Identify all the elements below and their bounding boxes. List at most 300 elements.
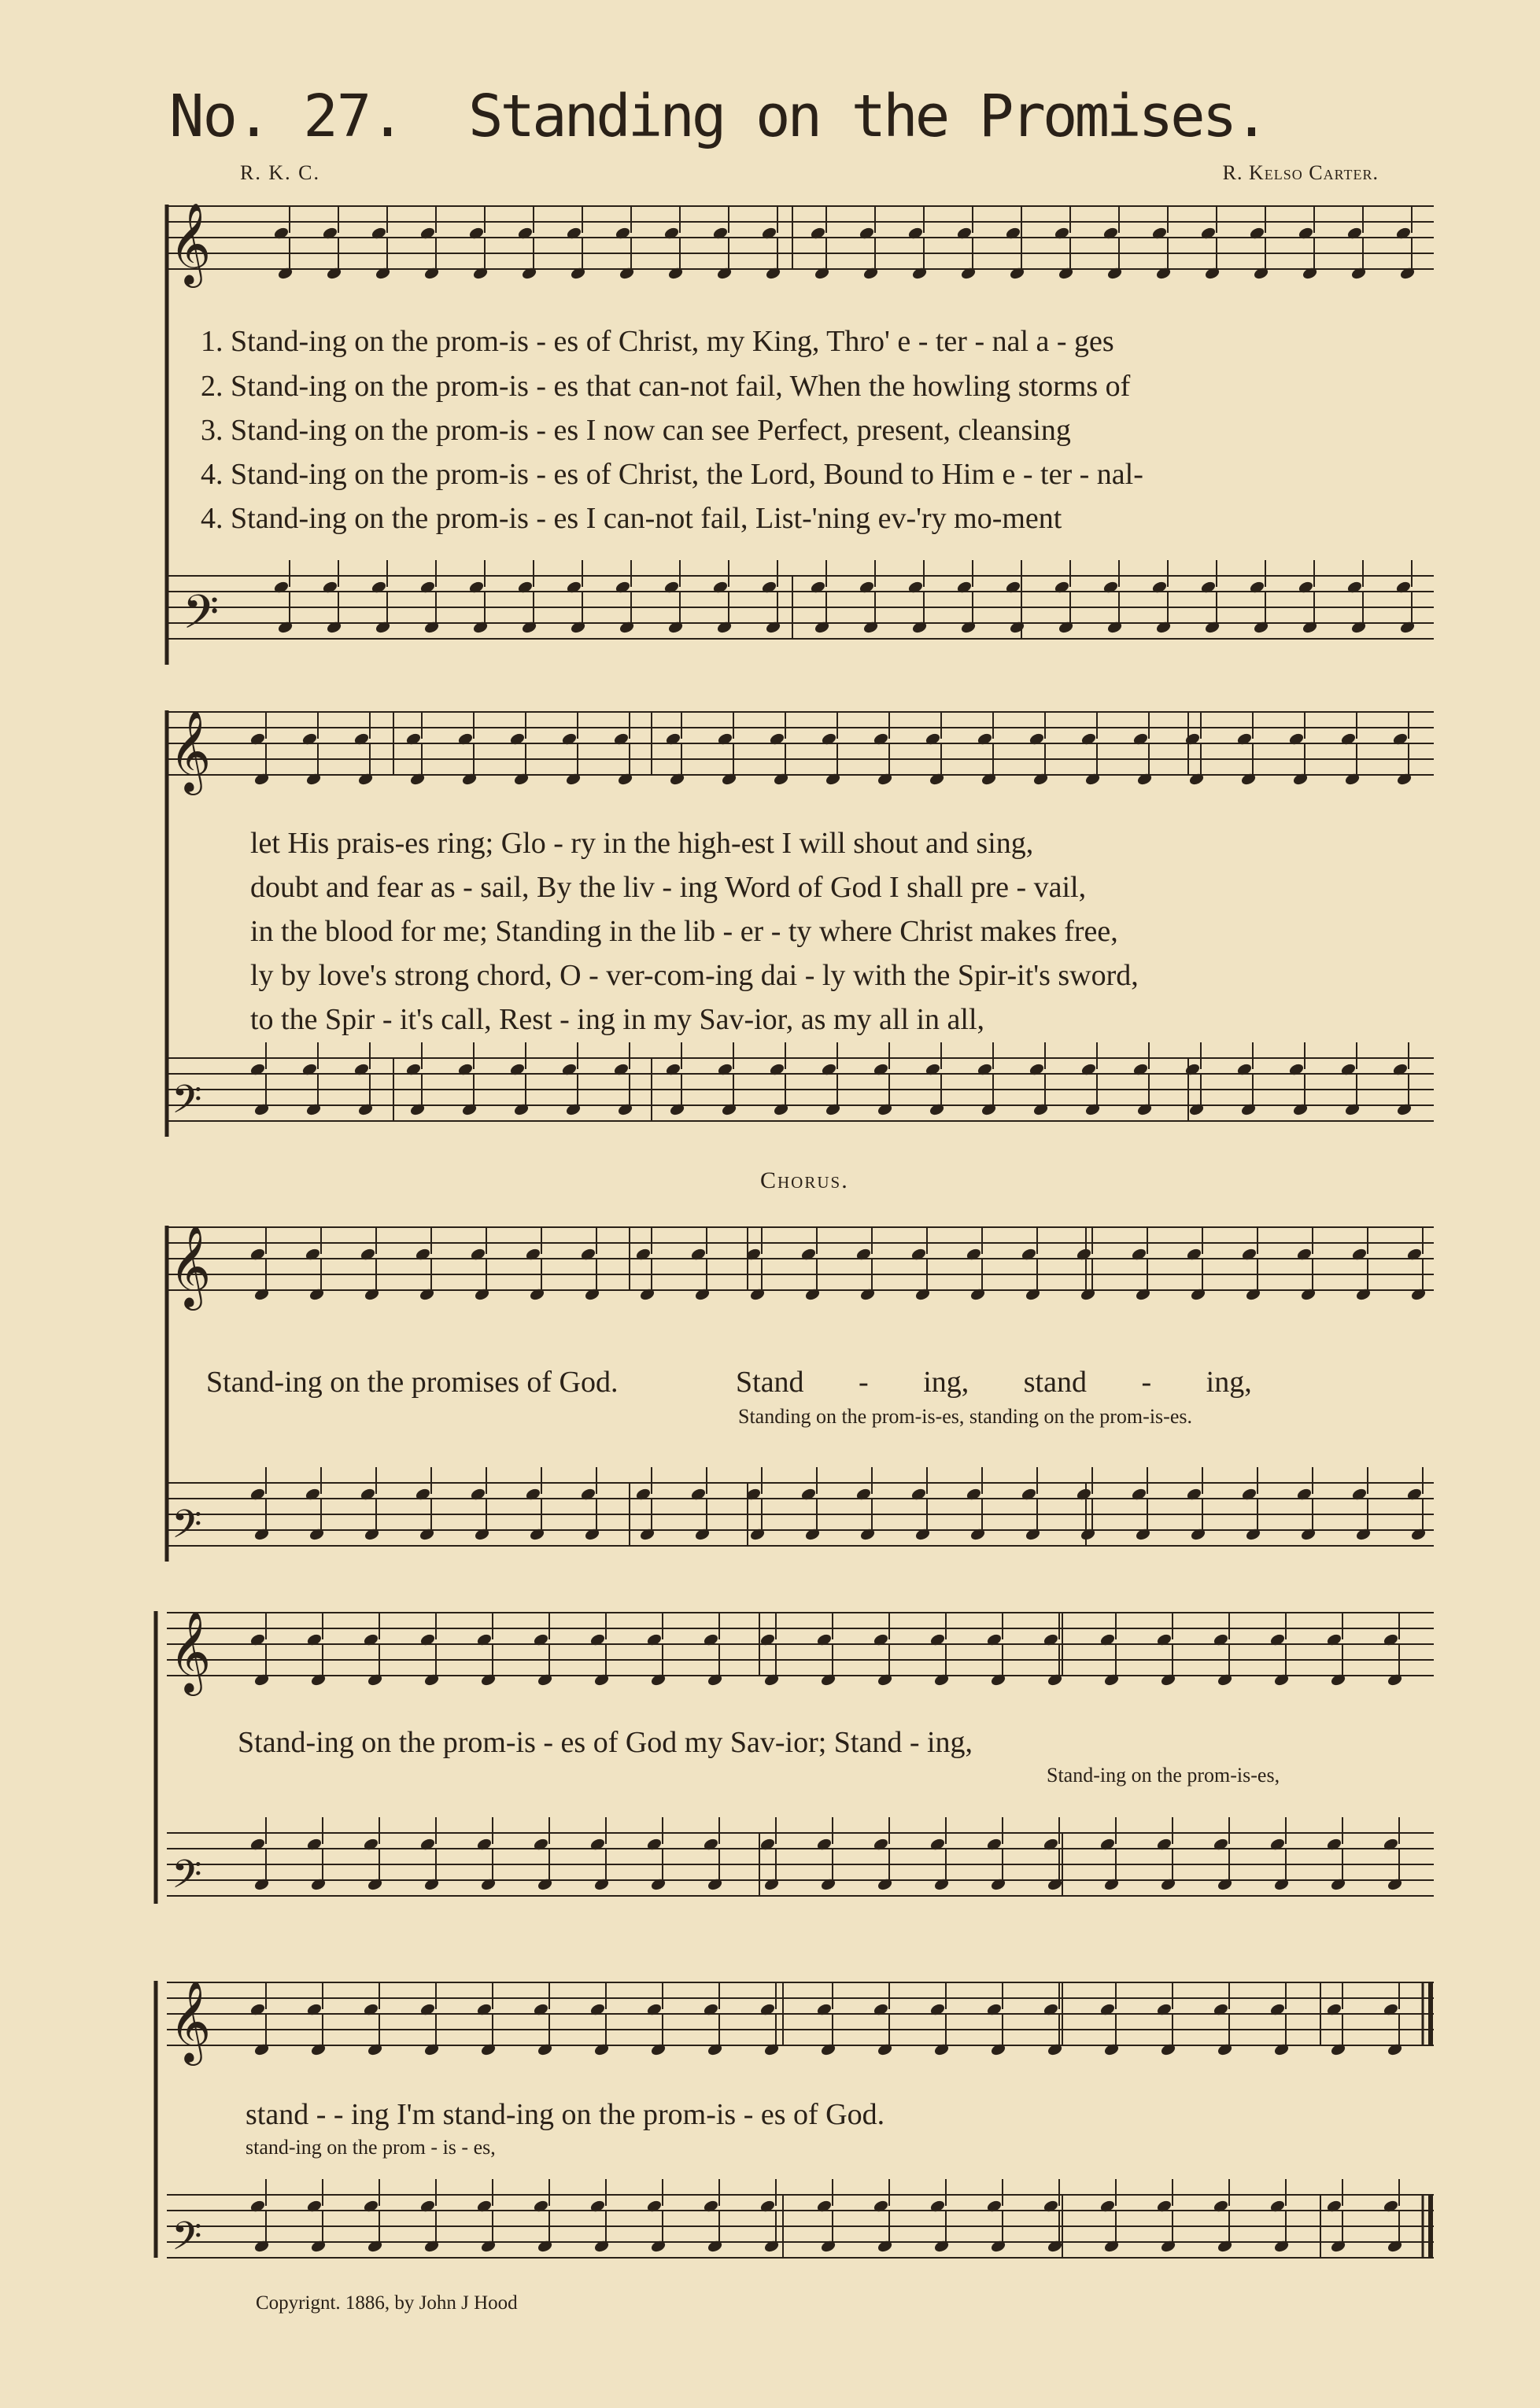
note-head: [1103, 1672, 1120, 1687]
note-head: [419, 580, 436, 594]
note-head: [669, 1102, 685, 1116]
note-head: [476, 1632, 493, 1647]
note-head: [810, 580, 826, 594]
note-head: [580, 1487, 596, 1501]
note-head: [1213, 1632, 1229, 1647]
note-head: [593, 1672, 610, 1687]
chorus-label: Chorus.: [760, 1167, 849, 1193]
note-head: [821, 732, 837, 746]
note-head: [1273, 2239, 1290, 2253]
note-head: [1184, 732, 1201, 746]
note-head: [249, 732, 266, 746]
note-head: [353, 1062, 370, 1076]
note-head: [593, 2239, 610, 2253]
note-head: [877, 1102, 893, 1116]
note-head: [1156, 1837, 1173, 1851]
note-head: [1213, 2199, 1229, 2213]
verse-4-line-2: ly by love's strong chord, O - ver-com-ing dai - ly with the Spir-it's sword,: [250, 959, 1139, 992]
note-head: [1326, 1632, 1342, 1647]
svg-text:𝄢: 𝄢: [172, 1077, 202, 1132]
note-head: [929, 772, 945, 786]
note-head: [253, 1877, 270, 1891]
note-head: [308, 1287, 325, 1301]
note-head: [1080, 1287, 1096, 1301]
note-head: [1102, 580, 1119, 594]
note-head: [1406, 1487, 1423, 1501]
note-head: [1025, 1527, 1041, 1541]
note-head: [537, 2239, 553, 2253]
note-head: [375, 620, 391, 634]
note-head: [690, 1487, 707, 1501]
note-head: [561, 732, 578, 746]
note-head: [1269, 2199, 1286, 2213]
note-head: [650, 2239, 667, 2253]
note-head: [1190, 1527, 1206, 1541]
note-head: [513, 1102, 530, 1116]
note-head: [249, 2002, 266, 2016]
note-head: [1102, 226, 1119, 240]
note-head: [986, 2199, 1003, 2213]
note-head: [363, 2199, 379, 2213]
note-head: [306, 1632, 323, 1647]
note-head: [821, 1062, 837, 1076]
verse-3-line-2: in the blood for me; Standing in the lib - er - ty where Christ makes free,: [250, 915, 1118, 948]
note-head: [476, 2199, 493, 2213]
note-head: [472, 266, 489, 280]
note-head: [367, 2239, 383, 2253]
note-head: [617, 1102, 633, 1116]
note-head: [969, 1287, 986, 1301]
note-head: [960, 620, 977, 634]
note-head: [615, 580, 631, 594]
note-head: [353, 732, 370, 746]
note-head: [1188, 1102, 1205, 1116]
note-head: [533, 2199, 549, 2213]
note-head: [326, 266, 342, 280]
note-head: [1021, 1487, 1037, 1501]
note-head: [1135, 1287, 1151, 1301]
note-head: [1396, 1102, 1413, 1116]
note-head: [1186, 1487, 1202, 1501]
note-head: [1025, 1287, 1041, 1301]
verse-1-line-2: let His prais-es ring; Glo - ry in the high-est I will shout and sing,: [250, 827, 1034, 860]
note-head: [1392, 1062, 1409, 1076]
note-head: [761, 226, 777, 240]
note-head: [800, 1487, 817, 1501]
note-head: [707, 2239, 723, 2253]
note-head: [371, 580, 387, 594]
note-head: [613, 732, 630, 746]
note-head: [859, 1287, 876, 1301]
svg-text:𝄞: 𝄞: [169, 1225, 212, 1307]
note-head: [859, 1527, 876, 1541]
note-head: [1054, 226, 1070, 240]
note-head: [357, 772, 374, 786]
note-head: [873, 1632, 889, 1647]
note-head: [1399, 620, 1416, 634]
chorus-line-1b: Stand - ing, stand - ing,: [736, 1366, 1252, 1399]
note-head: [855, 1487, 872, 1501]
note-head: [367, 1877, 383, 1891]
note-head: [639, 1527, 656, 1541]
note-head: [650, 1877, 667, 1891]
note-head: [561, 1062, 578, 1076]
verse-4-line-1: 4. Stand-ing on the prom-is - es of Christ, the Lord, Bound to Him e - ter - nal-: [201, 458, 1143, 491]
note-head: [1240, 1102, 1257, 1116]
note-head: [1217, 1672, 1233, 1687]
note-head: [423, 1877, 440, 1891]
note-head: [1330, 2042, 1346, 2056]
note-head: [873, 732, 889, 746]
note-head: [1245, 1527, 1261, 1541]
note-head: [1273, 2042, 1290, 2056]
note-head: [1058, 620, 1074, 634]
note-head: [910, 1247, 927, 1261]
note-head: [249, 2199, 266, 2213]
chorus-alto-line-3: stand-ing on the prom - is - es,: [246, 2136, 496, 2159]
note-head: [1395, 580, 1412, 594]
note-head: [1099, 1632, 1116, 1647]
note-head: [363, 2002, 379, 2016]
note-head: [929, 1837, 946, 1851]
verse-2-line-2: doubt and fear as - sail, By the liv - ing Word of God I shall pre - vail,: [250, 871, 1087, 904]
note-head: [1387, 1877, 1403, 1891]
note-head: [1351, 1487, 1368, 1501]
note-head: [986, 1837, 1003, 1851]
note-head: [1103, 2042, 1120, 2056]
note-head: [933, 2042, 950, 2056]
note-head: [1383, 1837, 1399, 1851]
note-head: [1326, 1837, 1342, 1851]
note-head: [1340, 1062, 1357, 1076]
note-head: [986, 2002, 1003, 2016]
note-head: [423, 620, 440, 634]
note-head: [1188, 772, 1205, 786]
note-head: [703, 1837, 719, 1851]
note-head: [357, 1102, 374, 1116]
note-head: [804, 1287, 821, 1301]
note-head: [1273, 1877, 1290, 1891]
note-head: [423, 2239, 440, 2253]
svg-text:𝄢: 𝄢: [172, 2214, 202, 2269]
svg-text:𝄢: 𝄢: [172, 1502, 202, 1557]
note-head: [253, 1672, 270, 1687]
note-head: [804, 1527, 821, 1541]
note-head: [525, 1247, 541, 1261]
note-head: [1200, 226, 1217, 240]
note-head: [1387, 1672, 1403, 1687]
note-head: [613, 1062, 630, 1076]
note-head: [367, 1672, 383, 1687]
note-head: [305, 772, 322, 786]
note-head: [468, 226, 485, 240]
note-head: [986, 1632, 1003, 1647]
note-head: [1213, 2002, 1229, 2016]
note-head: [375, 266, 391, 280]
note-head: [1217, 1877, 1233, 1891]
note-head: [1084, 1102, 1101, 1116]
music-system-4: [0, 1589, 1540, 1935]
note-head: [1103, 2239, 1120, 2253]
note-head: [533, 1632, 549, 1647]
note-head: [474, 1527, 490, 1541]
note-head: [405, 1062, 422, 1076]
note-head: [1080, 1527, 1096, 1541]
music-system-1: [0, 197, 1540, 700]
note-head: [1076, 1247, 1092, 1261]
note-head: [474, 1287, 490, 1301]
note-head: [363, 1837, 379, 1851]
note-head: [1351, 1247, 1368, 1261]
note-head: [969, 1527, 986, 1541]
note-head: [253, 1527, 270, 1541]
note-head: [990, 1672, 1006, 1687]
note-head: [480, 2239, 497, 2253]
note-head: [825, 1102, 841, 1116]
chorus-line-1: Stand-ing on the promises of God.: [206, 1366, 619, 1399]
note-head: [1186, 1247, 1202, 1261]
note-head: [584, 1287, 600, 1301]
note-head: [1047, 2042, 1063, 2056]
note-head: [584, 1527, 600, 1541]
note-head: [911, 620, 928, 634]
note-head: [419, 2199, 436, 2213]
copyright-notice: Copyrignt. 1886, by John J Hood: [256, 2292, 518, 2314]
note-head: [461, 1102, 478, 1116]
note-head: [1043, 1837, 1059, 1851]
note-head: [1136, 772, 1153, 786]
note-head: [1253, 620, 1269, 634]
note-head: [1387, 2042, 1403, 2056]
note-head: [1160, 1672, 1176, 1687]
note-head: [667, 620, 684, 634]
note-head: [646, 2002, 663, 2016]
note-head: [639, 1287, 656, 1301]
note-head: [306, 2199, 323, 2213]
note-head: [1300, 1287, 1317, 1301]
note-head: [1156, 2002, 1173, 2016]
note-head: [1054, 580, 1070, 594]
note-head: [423, 2042, 440, 2056]
note-head: [1080, 732, 1097, 746]
note-head: [990, 2042, 1006, 2056]
note-head: [470, 1247, 486, 1261]
note-head: [1156, 2199, 1173, 2213]
hymn-number: No. 27.: [169, 83, 404, 150]
note-head: [929, 2002, 946, 2016]
note-head: [759, 2002, 776, 2016]
note-head: [1410, 1287, 1427, 1301]
note-head: [619, 620, 635, 634]
note-head: [877, 2042, 893, 2056]
svg-text:𝄢: 𝄢: [183, 584, 220, 651]
note-head: [310, 2042, 327, 2056]
note-head: [820, 1672, 836, 1687]
note-head: [1005, 226, 1021, 240]
note-head: [305, 1487, 321, 1501]
note-head: [589, 1632, 606, 1647]
note-head: [566, 580, 582, 594]
note-head: [990, 2239, 1006, 2253]
note-head: [977, 1062, 993, 1076]
note-head: [1047, 1672, 1063, 1687]
note-head: [703, 2199, 719, 2213]
note-head: [956, 226, 973, 240]
note-head: [476, 1837, 493, 1851]
note-head: [873, 1062, 889, 1076]
note-head: [650, 2042, 667, 2056]
note-head: [371, 226, 387, 240]
note-head: [273, 226, 290, 240]
note-head: [593, 1877, 610, 1891]
note-head: [1151, 580, 1168, 594]
svg-text:𝄞: 𝄞: [169, 1980, 212, 2063]
note-head: [712, 226, 729, 240]
note-head: [326, 620, 342, 634]
note-head: [966, 1487, 982, 1501]
note-head: [1383, 1632, 1399, 1647]
note-head: [1047, 2239, 1063, 2253]
note-head: [468, 580, 485, 594]
note-head: [537, 1672, 553, 1687]
note-head: [1406, 1247, 1423, 1261]
note-head: [1288, 732, 1305, 746]
note-head: [423, 1672, 440, 1687]
note-head: [423, 266, 440, 280]
note-head: [1160, 2239, 1176, 2253]
hymn-title: Standing on the Promises.: [468, 83, 1266, 150]
note-head: [769, 1062, 785, 1076]
note-head: [1273, 1672, 1290, 1687]
note-head: [1326, 2002, 1342, 2016]
note-head: [363, 1632, 379, 1647]
note-head: [1236, 1062, 1253, 1076]
note-head: [1383, 2199, 1399, 2213]
note-head: [322, 580, 338, 594]
note-head: [914, 1527, 931, 1541]
svg-text:𝄞: 𝄞: [169, 202, 212, 285]
note-head: [1084, 772, 1101, 786]
note-head: [873, 2199, 889, 2213]
note-head: [1136, 1102, 1153, 1116]
note-head: [933, 1877, 950, 1891]
note-head: [956, 580, 973, 594]
note-head: [1156, 1632, 1173, 1647]
note-head: [1355, 1527, 1372, 1541]
note-head: [759, 1632, 776, 1647]
note-head: [1350, 620, 1367, 634]
note-head: [1160, 1877, 1176, 1891]
note-head: [1132, 1062, 1149, 1076]
note-head: [419, 1632, 436, 1647]
note-head: [717, 732, 733, 746]
note-head: [769, 732, 785, 746]
note-head: [1340, 732, 1357, 746]
note-head: [816, 1837, 833, 1851]
note-head: [617, 772, 633, 786]
note-head: [1302, 620, 1318, 634]
note-head: [703, 1632, 719, 1647]
note-head: [470, 1487, 486, 1501]
note-head: [310, 2239, 327, 2253]
note-head: [1240, 772, 1257, 786]
note-head: [570, 266, 586, 280]
note-head: [253, 1287, 270, 1301]
note-head: [877, 1877, 893, 1891]
note-head: [537, 2042, 553, 2056]
note-head: [310, 1877, 327, 1891]
note-head: [800, 1247, 817, 1261]
note-head: [419, 1837, 436, 1851]
note-head: [763, 2239, 780, 2253]
note-head: [1296, 1247, 1313, 1261]
note-head: [457, 1062, 474, 1076]
note-head: [472, 620, 489, 634]
note-head: [1131, 1247, 1147, 1261]
note-head: [360, 1487, 376, 1501]
music-credit: R. Kelso Carter.: [1222, 161, 1379, 184]
note-head: [763, 2042, 780, 2056]
note-head: [1160, 2042, 1176, 2056]
note-head: [1410, 1527, 1427, 1541]
note-head: [537, 1877, 553, 1891]
note-head: [1032, 772, 1049, 786]
note-head: [717, 1062, 733, 1076]
note-head: [1292, 772, 1309, 786]
note-head: [763, 1877, 780, 1891]
note-head: [565, 772, 582, 786]
note-head: [1155, 620, 1172, 634]
note-head: [1355, 1287, 1372, 1301]
note-head: [566, 226, 582, 240]
note-head: [663, 580, 680, 594]
note-head: [816, 1632, 833, 1647]
note-head: [1387, 2239, 1403, 2253]
note-head: [773, 772, 789, 786]
note-head: [1253, 266, 1269, 280]
note-head: [1298, 226, 1314, 240]
note-head: [977, 732, 993, 746]
note-head: [1151, 226, 1168, 240]
note-head: [1249, 226, 1265, 240]
note-head: [415, 1247, 431, 1261]
verse-2-line-1: 2. Stand-ing on the prom-is - es that can-not fail, When the howling storms of: [201, 370, 1131, 403]
note-head: [1009, 266, 1025, 280]
note-head: [635, 1487, 652, 1501]
chorus-line-2: Stand-ing on the prom-is - es of God my Sav-ior; Stand - ing,: [238, 1726, 973, 1759]
note-head: [1131, 1487, 1147, 1501]
note-head: [855, 1247, 872, 1261]
note-head: [646, 1632, 663, 1647]
note-head: [619, 266, 635, 280]
note-head: [1300, 1527, 1317, 1541]
note-head: [364, 1527, 380, 1541]
note-head: [480, 1877, 497, 1891]
note-head: [929, 2199, 946, 2213]
note-head: [1346, 226, 1363, 240]
note-head: [1099, 1837, 1116, 1851]
note-head: [589, 1837, 606, 1851]
note-head: [570, 620, 586, 634]
note-head: [707, 1877, 723, 1891]
svg-text:𝄞: 𝄞: [169, 710, 212, 792]
note-head: [521, 620, 537, 634]
note-head: [929, 1102, 945, 1116]
note-head: [749, 1287, 766, 1301]
note-head: [814, 266, 830, 280]
note-head: [273, 580, 290, 594]
note-head: [749, 1527, 766, 1541]
